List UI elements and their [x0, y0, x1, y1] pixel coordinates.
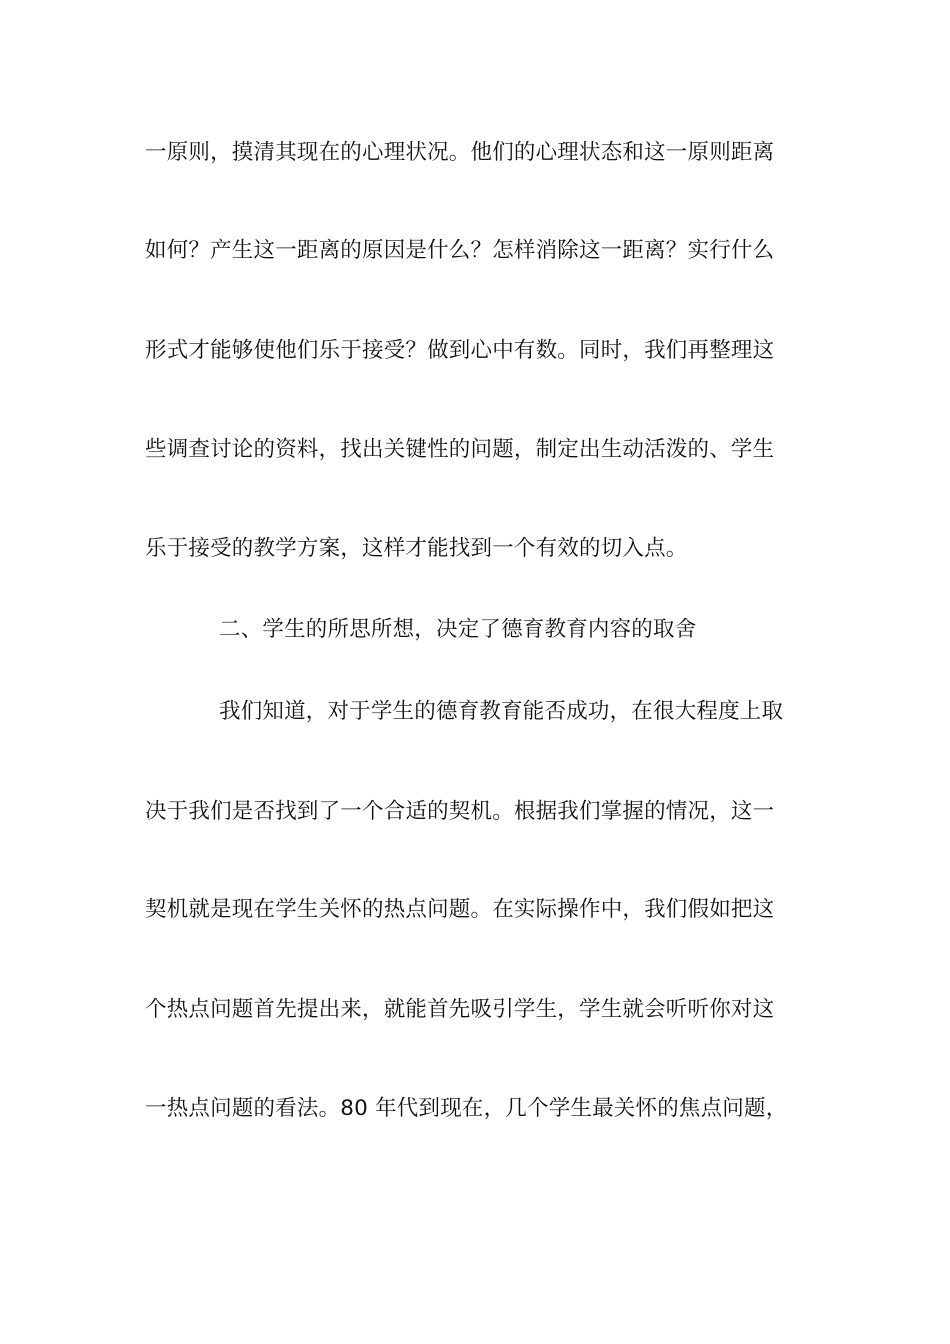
paragraph-1-line-1: 一原则，摸清其现在的心理状况。他们的心理状态和这一原则距离 [145, 140, 775, 165]
paragraph-1-line-5: 乐于接受的教学方案，这样才能找到一个有效的切入点。 [145, 536, 688, 561]
paragraph-2-line-5: 一热点问题的看法。80 年代到现在，几个学生最关怀的焦点问题， [145, 1096, 788, 1121]
section-heading: 二、学生的所思所想，决定了德育教育内容的取舍 [219, 617, 697, 642]
paragraph-1-line-4: 些调查讨论的资料，找出关键性的问题，制定出生动活泼的、学生 [145, 437, 775, 462]
paragraph-2-line-4: 个热点问题首先提出来，就能首先吸引学生，学生就会听听你对这 [145, 997, 775, 1022]
paragraph-2-line-3: 契机就是现在学生关怀的热点问题。在实际操作中，我们假如把这 [145, 897, 775, 922]
paragraph-2-line-1: 我们知道，对于学生的德育教育能否成功，在很大程度上取 [219, 699, 784, 724]
paragraph-1-line-3: 形式才能够使他们乐于接受？做到心中有数。同时，我们再整理这 [145, 338, 775, 363]
paragraph-1-line-2: 如何？产生这一距离的原因是什么？怎样消除这一距离？实行什么 [145, 238, 775, 263]
paragraph-2-line-2: 决于我们是否找到了一个合适的契机。根据我们掌握的情况，这一 [145, 799, 775, 824]
